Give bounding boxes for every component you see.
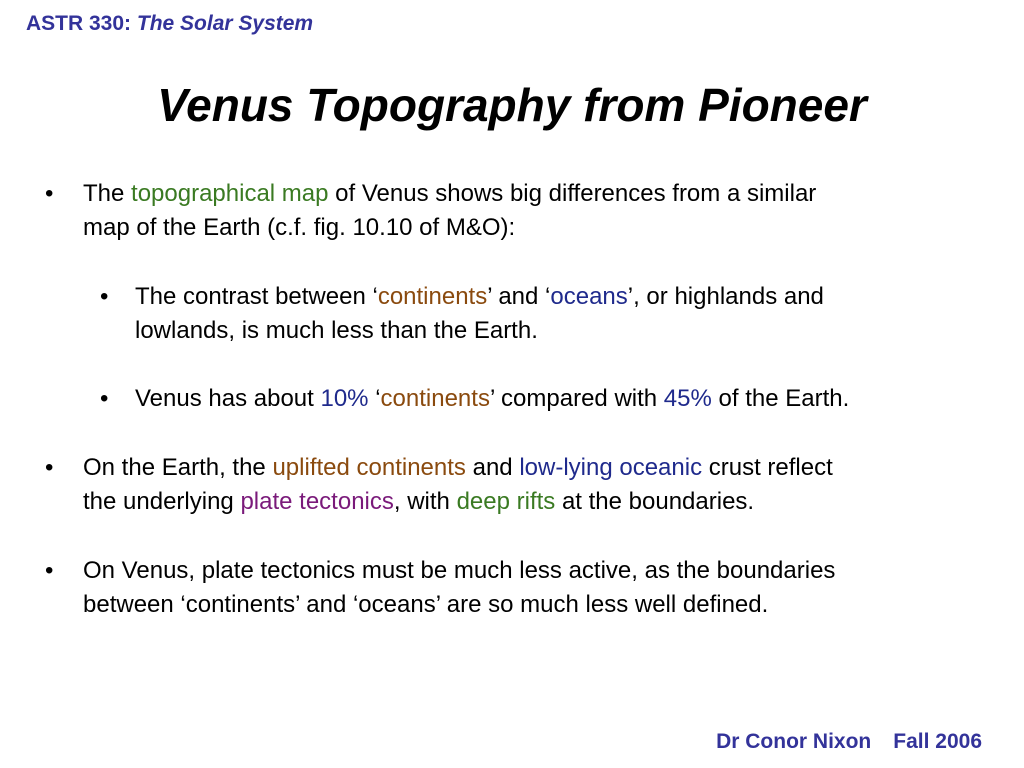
bullet-marker: • (45, 180, 54, 207)
course-code: ASTR 330: (26, 12, 132, 35)
text-segment: ’ and ‘ (487, 283, 551, 310)
highlight-plate-tectonics: plate tectonics (240, 488, 394, 515)
highlight-10-percent: 10% (320, 385, 369, 412)
bullet-marker: • (100, 385, 109, 412)
text-segment: at the boundaries. (555, 488, 755, 515)
text-segment: ‘ (368, 385, 381, 412)
bullet-1-line-2 (83, 211, 515, 245)
bullet-marker: • (45, 454, 54, 481)
highlight-continents: continents (377, 283, 488, 310)
text-segment: On Venus, plate tectonics must be much less active, as the boundaries (83, 557, 836, 584)
bullet-2-line-2 (135, 314, 538, 348)
bullet-5-line-2 (83, 588, 768, 622)
highlight-oceans: oceans (550, 283, 628, 310)
text-segment: lowlands, is much less than the Earth. (135, 317, 538, 344)
text-segment: On the Earth, the (83, 454, 273, 481)
text-segment: and (465, 454, 520, 481)
footer-date: Fall 2006 (893, 730, 982, 753)
text-segment: ’ compared with (489, 385, 664, 412)
highlight-45-percent: 45% (663, 385, 712, 412)
bullet-2-line-1 (100, 280, 824, 314)
course-name: The Solar System (136, 12, 314, 35)
highlight-uplifted-continents: uplifted continents (272, 454, 466, 481)
slide-footer (716, 730, 982, 754)
bullet-marker: • (45, 557, 54, 584)
highlight-deep-rifts: deep rifts (456, 488, 556, 515)
bullet-1-line-1 (45, 177, 817, 211)
bullet-5-line-1 (45, 554, 836, 588)
highlight-low-lying-oceanic: low-lying oceanic (519, 454, 703, 481)
text-segment: The (83, 180, 132, 207)
highlight-topographical-map: topographical map (131, 180, 329, 207)
text-segment: the underlying (83, 488, 241, 515)
bullet-4-line-1 (45, 451, 833, 485)
bullet-4-line-2 (83, 485, 754, 519)
text-segment: crust reflect (702, 454, 833, 481)
text-segment: map of the Earth (c.f. fig. 10.10 of M&O): (83, 214, 516, 241)
text-segment: ’, or highlands and (627, 283, 824, 310)
text-segment: of the Earth. (711, 385, 850, 412)
text-segment: The contrast between ‘ (135, 283, 378, 310)
footer-author: Dr Conor Nixon (716, 730, 872, 753)
bullet-3-line-1 (100, 382, 850, 416)
text-segment: between ‘continents’ and ‘oceans’ are so much less well defined. (83, 591, 769, 618)
text-segment: Venus has about (135, 385, 321, 412)
text-segment: , with (393, 488, 457, 515)
bullet-marker: • (100, 283, 109, 310)
slide-title: Venus Topography from Pioneer (157, 79, 867, 131)
highlight-continents: continents (380, 385, 490, 412)
text-segment: of Venus shows big differences from a similar (328, 180, 817, 207)
